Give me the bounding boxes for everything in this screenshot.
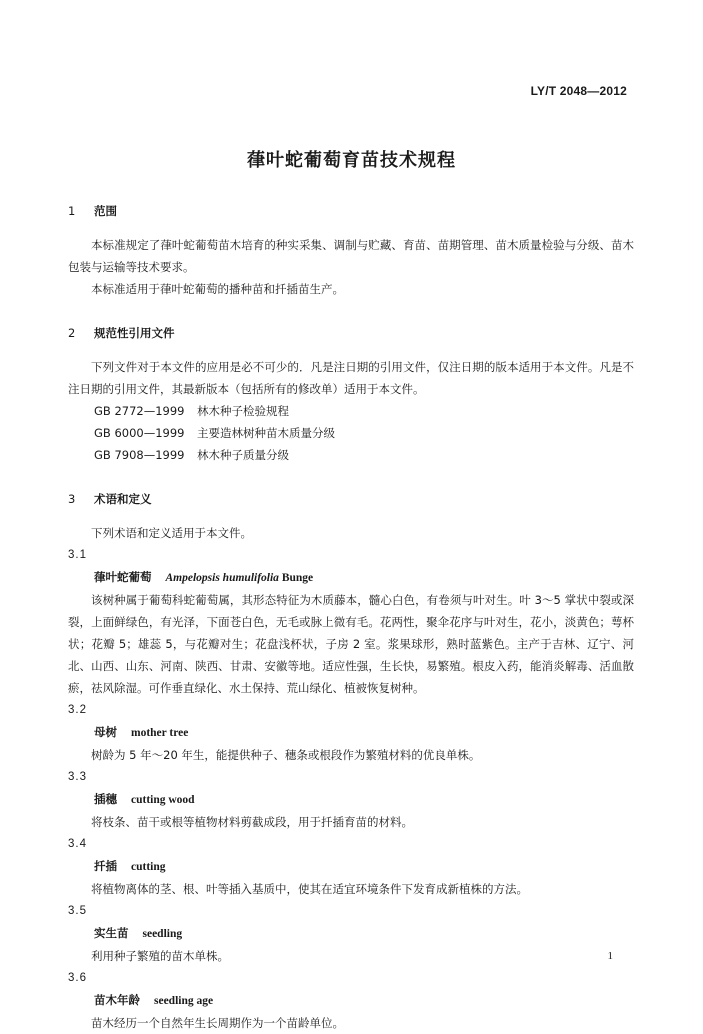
term-number: 3.5 xyxy=(68,905,87,917)
term-title xyxy=(68,721,634,744)
term-number: 3.3 xyxy=(68,771,87,783)
term-english: mother tree xyxy=(131,727,189,739)
section-number: 1 xyxy=(68,204,76,218)
term-definition: 树龄为 5 年～20 年生，能提供种子、穗条或根段作为繁殖材料的优良单株。 xyxy=(91,748,481,762)
term-english xyxy=(166,572,314,584)
paragraph: 本标准适用于葎叶蛇葡萄的播种苗和扦插苗生产。 xyxy=(91,282,344,296)
section-number: 2 xyxy=(68,326,76,340)
term-definition: 利用种子繁殖的苗木单株。 xyxy=(91,949,229,963)
term-definition: 将枝条、苗干或根等植物材料剪截成段，用于扦插育苗的材料。 xyxy=(91,815,413,829)
document-body xyxy=(68,200,634,1034)
term-title xyxy=(68,989,634,1012)
term-number: 3.2 xyxy=(68,704,87,716)
term-title xyxy=(68,788,634,811)
term-english: seedling xyxy=(142,928,183,940)
term-definition: 苗木经历一个自然年生长周期作为一个苗龄单位。 xyxy=(91,1016,344,1030)
term-definition: 该树种属于葡萄科蛇葡萄属，其形态特征为木质藤本，髓心白色，有卷须与叶对生。叶 3～5 掌状中裂或深裂，上面鲜绿色，有光泽，下面苍白色，无毛或脉上微有毛。花两性，聚伞花序与叶对生，花小，淡黄色；萼杯状；花瓣 5；雄蕊 5，与花瓣对生；花盘浅杯状，子房 2 室。浆果球形，熟时蓝紫色。主产于吉林、辽宁、河北、山西、山东、河南、陕西、甘肃、安徽等地。适应性强，生长快，易繁殖。根皮入药，能消炎解毒、活血散瘀，祛风除湿。可作垂直绿化、水土保持、荒山绿化、植被恢复树种。 xyxy=(68,593,634,695)
page-number: 1 xyxy=(607,950,613,962)
reference-code: GB 2772—1999 xyxy=(94,404,185,418)
term-chinese: 插穗 xyxy=(94,792,117,806)
term-latin-name: Ampelopsis humulifolia xyxy=(165,572,279,584)
term-chinese: 母树 xyxy=(94,725,117,739)
reference-name: 林木种子质量分级 xyxy=(197,448,289,462)
term-author: Bunge xyxy=(281,572,314,584)
term-chinese: 苗木年龄 xyxy=(94,993,140,1007)
term-definition: 将植物离体的茎、根、叶等插入基质中，使其在适宜环境条件下发育成新植株的方法。 xyxy=(91,882,528,896)
term-chinese: 葎叶蛇葡萄 xyxy=(94,570,152,584)
section-title: 范围 xyxy=(94,204,117,218)
reference-name: 林木种子检验规程 xyxy=(197,404,289,418)
term-english: cutting xyxy=(131,861,166,873)
reference-code: GB 6000—1999 xyxy=(94,426,185,440)
term-number: 3.1 xyxy=(68,549,87,561)
standard-code: LY/T 2048—2012 xyxy=(530,84,627,98)
reference-item xyxy=(68,422,634,444)
paragraph: 本标准规定了葎叶蛇葡萄苗木培育的种实采集、调制与贮藏、育苗、苗期管理、苗木质量检验与分级、苗木包装与运输等技术要求。 xyxy=(68,238,634,274)
reference-name: 主要造林树种苗木质量分级 xyxy=(197,426,335,440)
reference-item xyxy=(68,444,634,466)
section-number: 3 xyxy=(68,492,76,506)
paragraph: 下列文件对于本文件的应用是必不可少的．凡是注日期的引用文件，仅注日期的版本适用于本文件。凡是不注日期的引用文件，其最新版本（包括所有的修改单）适用于本文件。 xyxy=(68,360,634,396)
term-number: 3.6 xyxy=(68,972,87,984)
section-title: 规范性引用文件 xyxy=(94,326,175,340)
section-1-heading xyxy=(68,200,634,222)
term-english: cutting wood xyxy=(131,794,195,806)
term-title xyxy=(68,855,634,878)
reference-item xyxy=(68,400,634,422)
section-2-heading xyxy=(68,322,634,344)
term-english: seedling age xyxy=(154,995,214,1007)
term-title xyxy=(68,566,634,589)
term-number: 3.4 xyxy=(68,838,87,850)
document-title: 葎叶蛇葡萄育苗技术规程 xyxy=(247,150,456,171)
reference-code: GB 7908—1999 xyxy=(94,448,185,462)
term-chinese: 扦插 xyxy=(94,859,117,873)
section-3-heading xyxy=(68,488,634,510)
section-title: 术语和定义 xyxy=(94,492,152,506)
paragraph: 下列术语和定义适用于本文件。 xyxy=(91,526,252,540)
term-chinese: 实生苗 xyxy=(94,926,129,940)
term-title xyxy=(68,922,634,945)
